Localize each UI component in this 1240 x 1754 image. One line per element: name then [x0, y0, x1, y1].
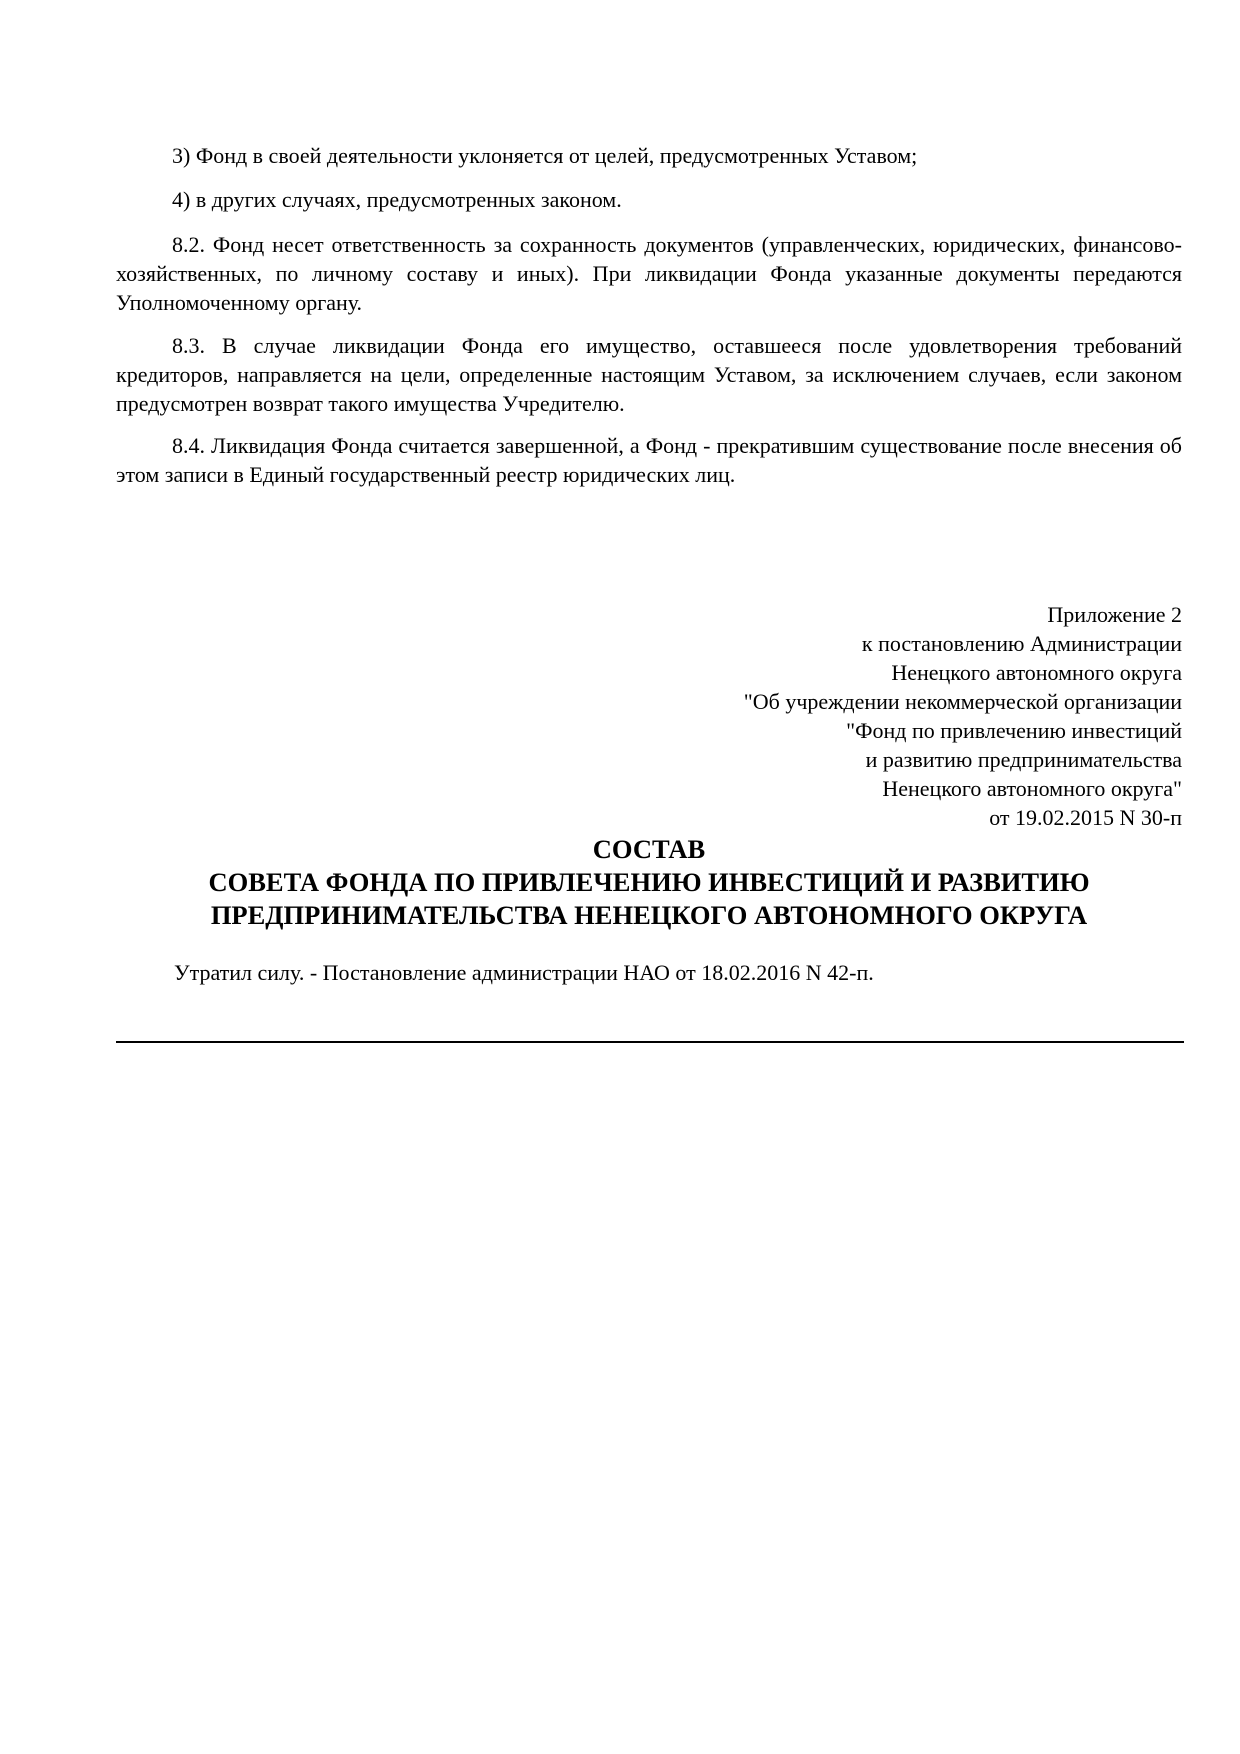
- appendix-line: "Об учреждении некоммерческой организации: [743, 689, 1182, 714]
- paragraph-text: 8.3. В случае ликвидации Фонда его имущество, оставшееся после удовлетворения требований кредиторов, направляется на цели, определенные настоящим Уставом, за исключением случаев, если законом предусмотрен возврат такого имущества Учредителю.: [116, 333, 1182, 416]
- appendix-line: Ненецкого автономного округа": [882, 776, 1182, 801]
- list-item-4: [116, 185, 1182, 214]
- repealed-text: Утратил силу. - Постановление администрации НАО от 18.02.2016 N 42-п.: [174, 960, 874, 985]
- title-line: ПРЕДПРИНИМАТЕЛЬСТВА НЕНЕЦКОГО АВТОНОМНОГО ОКРУГА: [210, 900, 1088, 930]
- repealed-note: [116, 958, 1182, 987]
- appendix-line: Ненецкого автономного округа: [891, 660, 1182, 685]
- paragraph-text: 3) Фонд в своей деятельности уклоняется от целей, предусмотренных Уставом;: [172, 143, 918, 168]
- appendix-line: и развитию предпринимательства: [865, 747, 1182, 772]
- list-item-3: [116, 141, 1182, 170]
- paragraph-text: 4) в других случаях, предусмотренных законом.: [172, 187, 622, 212]
- appendix-reference: [482, 600, 1182, 832]
- horizontal-divider: [116, 1041, 1184, 1043]
- appendix-line: "Фонд по привлечению инвестиций: [846, 718, 1182, 743]
- appendix-line: от 19.02.2015 N 30-п: [989, 805, 1182, 830]
- title-line: СОСТАВ: [592, 834, 706, 864]
- clause-8-2: [116, 230, 1182, 317]
- clause-8-3: [116, 331, 1182, 418]
- clause-8-4: [116, 431, 1182, 489]
- paragraph-text: 8.4. Ликвидация Фонда считается завершенной, а Фонд - прекратившим существование после внесения об этом записи в Единый государственный реестр юридических лиц.: [116, 433, 1182, 487]
- page-title: [116, 833, 1182, 932]
- paragraph-text: 8.2. Фонд несет ответственность за сохранность документов (управленческих, юридических, финансово-хозяйственных, по личному составу и иных). При ликвидации Фонда указанные документы передаются Уполномоченному органу.: [116, 232, 1182, 315]
- title-line: СОВЕТА ФОНДА ПО ПРИВЛЕЧЕНИЮ ИНВЕСТИЦИЙ И РАЗВИТИЮ: [208, 867, 1090, 897]
- appendix-line: Приложение 2: [1047, 602, 1182, 627]
- appendix-line: к постановлению Администрации: [861, 631, 1182, 656]
